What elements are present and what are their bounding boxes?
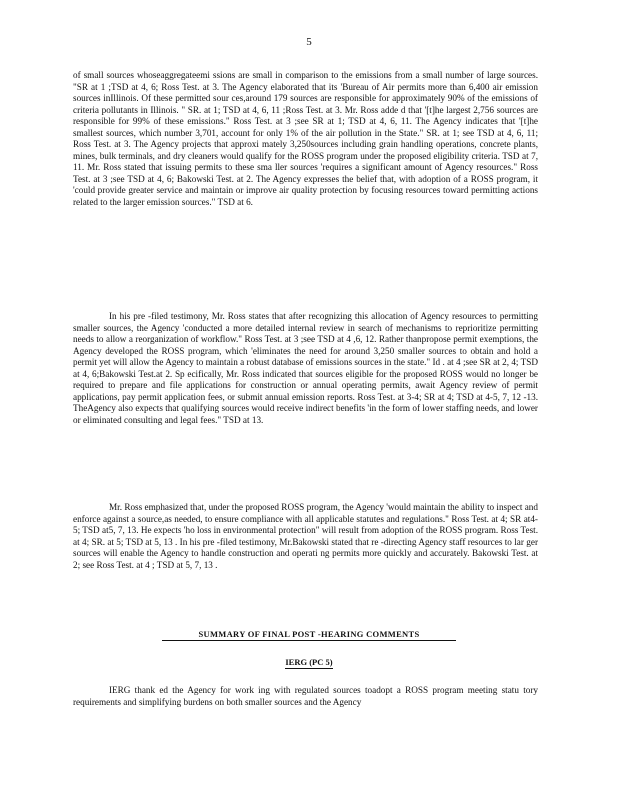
paragraph-ross-emphasis: Mr. Ross emphasized that, under the proposed ROSS program, the Agency 'would maintain the ability to inspect and enforce against a source,as needed, to ensure compliance with all applicable statutes and regulations." Ross Test. at 4; SR at4- 5; TSD at5, 7, 13. He expects 'ho loss in environmental protection" will result from adoption of the ROSS program. Ross Test. at 4; SR. at 5; TSD at 5, 13 . In his pre -filed testimony, Mr.Bakowski stated that re -directing Agency staff resources to lar ger sources will enable the Agency to handle construction and operati ng permits more quickly and accurately. Bakowski Test. at 2; see Ross Test. at 4 ; TSD at 5, 7, 13 .: [73, 502, 538, 570]
paragraph-ierg-comments: IERG thank ed the Agency for work ing with regulated sources toadopt a ROSS program meeting statu tory requirements and simplifying burdens on both smaller sources and the Agency: [73, 685, 538, 707]
paragraph-ross-testimony: In his pre -filed testimony, Mr. Ross states that after recognizing this allocation of Agency resources to permitting smaller sources, the Agency 'conducted a more detailed internal review in search of mechanisms to reprioritize permitting needs to allow a reorganization of workflow." Ross Test. at 3 ;see TSD at 4 ,6, 12. Rather thanpropose permit exemptions, the Agency developed the ROSS program, which 'eliminates the need for around 3,250 smaller sources to obtain and hold a permit yet will allow the Agency to maintain a robust database of emissions sources in the state." Id . at 4 ;see SR at 2, 4; TSD at 4, 6;Bakowski Test.at 2. Sp ecifically, Mr. Ross indicated that sources eligible for the proposed ROSS would no longer be required to prepare and file applications for construction or annual operating permits, await Agency review of permit applications, pay permit application fees, or submit annual emission reports. Ross Test. at 3-4; SR at 4; TSD at 4-5, 7, 12 -13. TheAgency also expects that qualifying sources would receive indirect benefits 'in the form of lower staffing needs, and lower or eliminated consulting and legal fees." TSD at 13.: [73, 311, 538, 425]
section-heading-summary-text: SUMMARY OF FINAL POST -HEARING COMMENTS: [162, 629, 456, 641]
paragraph-agency-sources: of small sources whoseaggregateemi ssions are small in comparison to the emissions from a small number of large sources. "SR at 1 ;TSD at 4, 6; Ross Test. at 3. The Agency elaborated that its 'Bureau of Air permits more than 6,400 air emission sources inIllinois. Of these permitted sour ces,around 179 sources are responsible for approximately 90% of the emissions of criteria pollutants in Illinois. " SR. at 1; TSD at 4, 6, 11 ;Ross Test. at 3. Mr. Ross adde d that '[t]he largest 2,756 sources are responsible for 99% of these emissions." Ross Test. at 3 ;see SR at 1; TSD at 4, 6, 11. The Agency indicates that '[t]he smallest sources, which number 3,701, account for only 1% of the air pollution in the State." SR. at 1; see TSD at 4, 6, 11; Ross Test. at 3. The Agency projects that approxi mately 3,250sources including grain handling operations, concrete plants, mines, bulk terminals, and dry cleaners would qualify for the ROSS program under the proposed eligibility criteria. TSD at 7, 11. Mr. Ross stated that issuing permits to these sma ller sources 'requires a significant amount of Agency resources." Ross Test. at 3 ;see TSD at 4, 6; Bakowski Test. at 2. The Agency expresses the belief that, with adoption of a ROSS program, it 'could provide greater service and maintain or improve air quality protection by focusing resources toward permitting actions related to the larger emission sources." TSD at 6.: [73, 70, 538, 207]
section-heading-ierg: [0, 657, 618, 667]
page-number: 5: [306, 36, 312, 48]
section-heading-ierg-text: IERG (PC 5): [285, 657, 333, 667]
section-heading-summary: [0, 629, 618, 641]
